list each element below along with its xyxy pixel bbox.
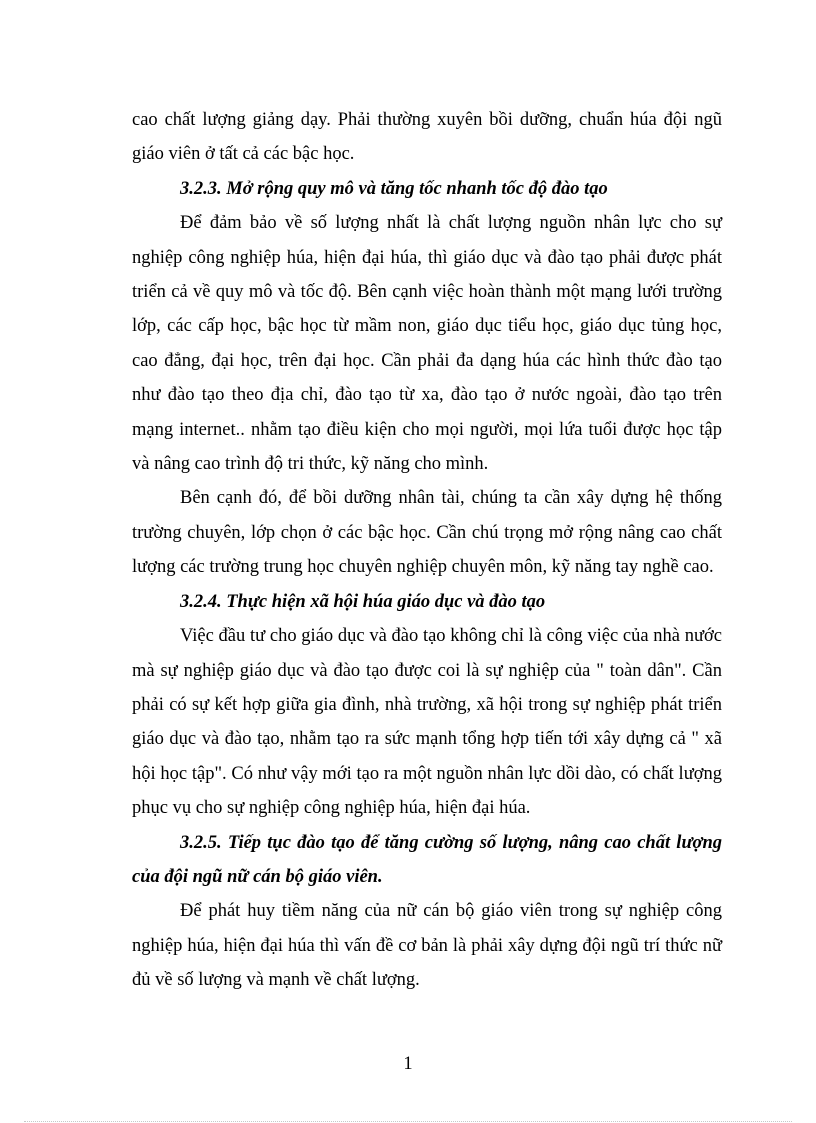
paragraph-scale-expansion: Để đảm bảo về số lượng nhất là chất lượng nguồn nhân lực cho sự nghiệp công nghiệp húa, hiện đại húa, thì giáo dục và đào tạo phải được phát triển cả về quy mô và tốc độ. Bên cạnh việc hoàn thành một mạng lưới trường lớp, các cấp học, bậc học từ mầm non, giáo dục tiểu học, giáo dục tủng học, cao đẳng, đại học, trên đại học. Cần phải đa dạng húa các hình thức đào tạo như đào tạo theo địa chỉ, đào tạo từ xa, đào tạo ở nước ngoài, đào tạo trên mạng internet.. nhằm tạo điều kiện cho mọi người, mọi lứa tuổi được học tập và nâng cao trình độ tri thức, kỹ năng cho mình. — [132, 213, 722, 475]
paragraph-continuation: cao chất lượng giảng dạy. Phải thường xuyên bồi dưỡng, chuẩn húa đội ngũ giáo viên ở tất cả các bậc học. — [132, 110, 722, 165]
section-heading-3-2-5: 3.2.5. Tiếp tục đào tạo để tăng cường số lượng, nâng cao chất lượng của đội ngũ nữ cán bộ giáo viên. — [132, 832, 722, 887]
paragraph-socialization: Việc đầu tư cho giáo dục và đào tạo không chỉ là công việc của nhà nước mà sự nghiệp giáo dục và đào tạo được coi là sự nghiệp của " toàn dân". Cần phải có sự kết hợp giữa gia đình, nhà trường, xã hội trong sự nghiệp phát triển giáo dục và đào tạo, nhằm tạo ra sức mạnh tổng hợp tiến tới xây dựng cả " xã hội học tập". Có như vậy mới tạo ra một nguồn nhân lực dồi dào, có chất lượng phục vụ cho sự nghiệp công nghiệp húa, hiện đại húa. — [132, 626, 722, 819]
section-heading-3-2-4: 3.2.4. Thực hiện xã hội húa giáo dục và đào tạo — [180, 591, 546, 612]
document-body — [132, 103, 722, 998]
paragraph-female-teachers: Để phát huy tiềm năng của nữ cán bộ giáo viên trong sự nghiệp công nghiệp húa, hiện đại húa thì vấn đề cơ bản là phải xây dựng đội ngũ trí thức nữ đủ về số lượng và mạnh về chất lượng. — [132, 901, 722, 991]
page-bottom-divider — [24, 1121, 792, 1122]
section-heading-3-2-3: 3.2.3. Mở rộng quy mô và tăng tốc nhanh tốc độ đào tạo — [180, 178, 608, 199]
paragraph-specialized-schools: Bên cạnh đó, để bồi dưỡng nhân tài, chúng ta cần xây dựng hệ thống trường chuyên, lớp chọn ở các bậc học. Cần chú trọng mở rộng nâng cao chất lượng các trường trung học chuyên nghiệp chuyên môn, kỹ năng tay nghề cao. — [132, 488, 722, 578]
page-number: 1 — [403, 1054, 413, 1074]
